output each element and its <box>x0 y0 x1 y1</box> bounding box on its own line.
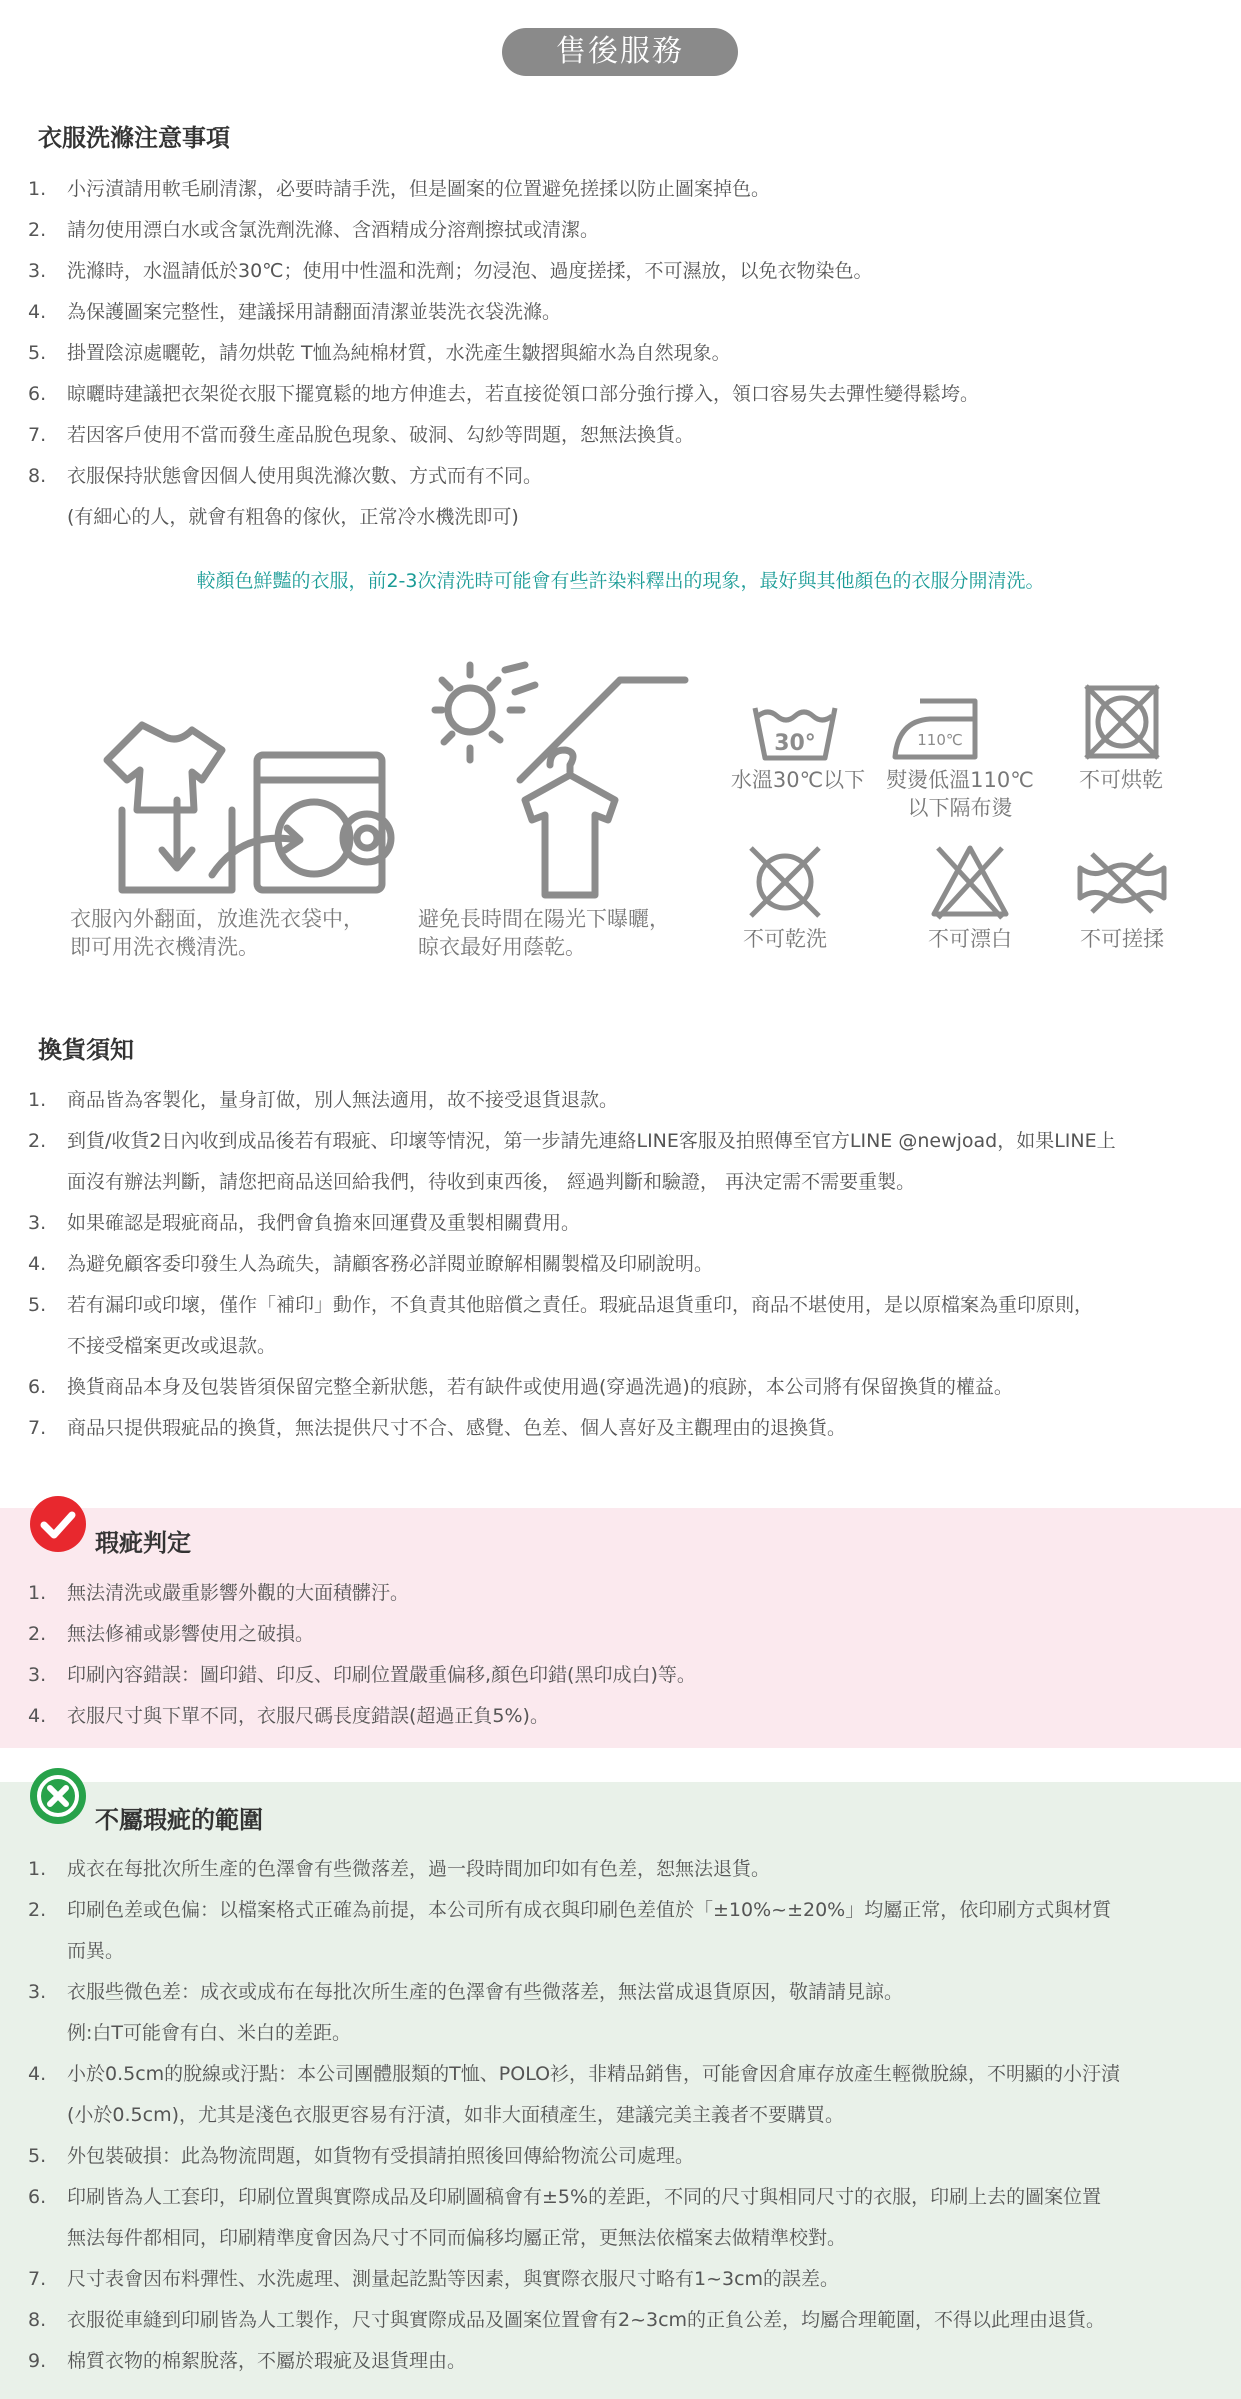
list-item <box>0 1655 1220 1696</box>
list-item-text: 晾曬時建議把衣架從衣服下擺寬鬆的地方伸進去，若直接從領口部分強行撐入，領口容易失去彈性變得鬆垮。 <box>67 383 980 405</box>
check-icon <box>30 1496 86 1552</box>
list-item <box>0 1203 1220 1244</box>
list-item-number: 2. <box>28 219 47 241</box>
list-item-number: 6. <box>28 1376 47 1398</box>
list-item-text: 例:白T可能會有白、米白的差距。 <box>67 2022 352 2044</box>
list-item <box>0 1121 1220 1203</box>
list-item-text: 印刷內容錯誤：圖印錯、印反、印刷位置嚴重偏移,顏色印錯(黑印成白)等。 <box>67 1664 696 1686</box>
list-item-text: 棉質衣物的棉絮脫落，不屬於瑕疵及退貨理由。 <box>67 2350 467 2372</box>
wash-bag-caption-line1: 衣服內外翻面，放進洗衣袋中， <box>70 907 364 931</box>
list-item-number: 7. <box>28 2268 47 2290</box>
list-item-text: 為保護圖案完整性，建議採用請翻面清潔並裝洗衣袋洗滌。 <box>67 301 562 323</box>
list-item <box>0 169 1220 210</box>
list-item-text: 外包裝破損：此為物流問題，如貨物有受損請拍照後回傳給物流公司處理。 <box>67 2145 695 2167</box>
list-item-text: 印刷皆為人工套印，印刷位置與實際成品及印刷圖稿會有±5%的差距，不同的尺寸與相同尺寸的衣服，印刷上去的圖案位置 <box>67 2186 1102 2208</box>
wash-bag-icon <box>82 700 402 900</box>
non-defect-heading: 不屬瑕疵的範圍 <box>95 1806 263 1834</box>
wash-30-icon <box>750 700 840 762</box>
list-item-text: 請勿使用漂白水或含氯洗劑洗滌、含酒精成分溶劑擦拭或清潔。 <box>67 219 600 241</box>
list-item <box>0 2259 1220 2300</box>
list-item <box>0 2341 1220 2382</box>
page-title: 售後服務 <box>502 28 738 76</box>
list-item-number: 8. <box>28 465 47 487</box>
dye-warning-note: 較顏色鮮豔的衣服，前2-3次清洗時可能會有些許染料釋出的現象，最好與其他顏色的衣服分開清洗。 <box>196 570 1045 592</box>
list-item-number: 7. <box>28 424 47 446</box>
list-item-number: 5. <box>28 2145 47 2167</box>
list-item <box>0 2054 1220 2136</box>
list-item-text: 尺寸表會因布料彈性、水洗處理、測量起訖點等因素，與實際衣服尺寸略有1~3cm的誤差。 <box>67 2268 840 2290</box>
list-item-text: 到貨/收貨2日內收到成品後若有瑕疵、印壞等情況，第一步請先連絡LINE客服及拍照傳至官方LINE @newjoad，如果LINE上 <box>67 1130 1116 1152</box>
list-item-number: 6. <box>28 383 47 405</box>
list-item-text: 商品只提供瑕疵品的換貨，無法提供尺寸不合、感覺、色差、個人喜好及主觀理由的退換貨。 <box>67 1417 847 1439</box>
list-item-number: 4. <box>28 1253 47 1275</box>
list-item <box>0 1285 1220 1367</box>
wash-bag-caption-line2: 即可用洗衣機清洗。 <box>70 935 259 959</box>
no-wring-icon <box>1072 848 1172 918</box>
no-bleach-icon <box>928 842 1012 922</box>
list-item <box>0 1367 1220 1408</box>
list-item <box>0 1080 1220 1121</box>
sun-caption-line1: 避免長時間在陽光下曝曬， <box>418 907 670 931</box>
list-item-number: 2. <box>28 1899 47 1921</box>
iron-label: 110℃ <box>917 731 963 749</box>
list-item-text: 若有漏印或印壞，僅作「補印」動作，不負責其他賠償之責任。瑕疵品退貨重印，商品不堪使用，是以原檔案為重印原則， <box>67 1294 1094 1316</box>
defect-list <box>0 1573 1220 1737</box>
exchange-heading: 換貨須知 <box>38 1036 134 1064</box>
list-item-text: 商品皆為客製化，量身訂做，別人無法適用，故不接受退貨退款。 <box>67 1089 619 1111</box>
list-item-text: 小污漬請用軟毛刷清潔，必要時請手洗，但是圖案的位置避免搓揉以防止圖案掉色。 <box>67 178 771 200</box>
no-tumble-dry-icon <box>1082 682 1162 762</box>
list-item <box>0 1972 1220 2054</box>
list-item-number: 3. <box>28 1664 47 1686</box>
list-item-number: 1. <box>28 1858 47 1880</box>
list-item-number: 2. <box>28 1623 47 1645</box>
list-item-number: 4. <box>28 301 47 323</box>
cross-badge <box>30 1768 86 1824</box>
list-item-text: (有細心的人，就會有粗魯的傢伙，正常冷水機洗即可) <box>67 506 519 528</box>
list-item-number: 6. <box>28 2186 47 2208</box>
list-item-number: 5. <box>28 1294 47 1316</box>
non-defect-list <box>0 1849 1220 2382</box>
exchange-list <box>0 1080 1220 1449</box>
list-item-text: 衣服些微色差：成衣或成布在每批次所生產的色澤會有些微落差，無法當成退貨原因，敬請請見諒。 <box>67 1981 904 2003</box>
list-item-text: 如果確認是瑕疵商品，我們會負擔來回運費及重製相關費用。 <box>67 1212 581 1234</box>
no-wring-caption: 不可搓揉 <box>1080 927 1164 951</box>
defect-heading: 瑕疵判定 <box>95 1529 191 1557</box>
list-item-text: 印刷色差或色偏：以檔案格式正確為前提，本公司所有成衣與印刷色差值於「±10%~±20%」均屬正常，依印刷方式與材質 <box>67 1899 1112 1921</box>
list-item <box>0 415 1220 456</box>
list-item <box>0 292 1220 333</box>
list-item-number: 1. <box>28 1089 47 1111</box>
list-item-text: 面沒有辦法判斷，請您把商品送回給我們，待收到東西後， 經過判斷和驗證， 再決定需不需要重製。 <box>67 1171 916 1193</box>
no-dry-clean-icon <box>745 842 825 922</box>
list-item-number: 7. <box>28 1417 47 1439</box>
list-item-text: 無法每件都相同，印刷精準度會因為尺寸不同而偏移均屬正常，更無法依檔案去做精準校對。 <box>67 2227 847 2249</box>
cross-icon <box>30 1768 86 1824</box>
list-item-number: 3. <box>28 1981 47 2003</box>
list-item <box>0 374 1220 415</box>
list-item-text: 衣服保持狀態會因個人使用與洗滌次數、方式而有不同。 <box>67 465 543 487</box>
list-item-number: 2. <box>28 1130 47 1152</box>
list-item-text: 若因客戶使用不當而發生產品脫色現象、破洞、勾紗等問題，恕無法換貨。 <box>67 424 695 446</box>
list-item-text: 換貨商品本身及包裝皆須保留完整全新狀態，若有缺件或使用過(穿過洗過)的痕跡，本公司將有保留換貨的權益。 <box>67 1376 1013 1398</box>
list-item-text: 而異。 <box>67 1940 125 1962</box>
list-item-number: 9. <box>28 2350 47 2372</box>
list-item <box>0 2177 1220 2259</box>
sun-caption <box>418 905 670 961</box>
list-item <box>0 1408 1220 1449</box>
list-item <box>0 1696 1220 1737</box>
list-item-text: 無法修補或影響使用之破損。 <box>67 1623 315 1645</box>
check-badge <box>30 1496 86 1552</box>
list-item <box>0 333 1220 374</box>
list-item-number: 1. <box>28 1582 47 1604</box>
list-item-text: 衣服從車縫到印刷皆為人工製作，尺寸與實際成品及圖案位置會有2~3cm的正負公差，均屬合理範圍，不得以此理由退貨。 <box>67 2309 1106 2331</box>
list-item <box>0 1244 1220 1285</box>
list-item-text: 成衣在每批次所生產的色澤會有些微落差，過一段時間加印如有色差，恕無法退貨。 <box>67 1858 771 1880</box>
no-tumble-caption: 不可烘乾 <box>1079 768 1163 792</box>
list-item <box>0 210 1220 251</box>
list-item-number: 1. <box>28 178 47 200</box>
care-list <box>0 169 1220 538</box>
list-item-number: 3. <box>28 260 47 282</box>
wash-bag-caption <box>70 905 364 961</box>
list-item <box>0 1614 1220 1655</box>
wash-30-caption: 水溫30℃以下 <box>730 768 866 792</box>
list-item-text: 洗滌時，水溫請低於30℃；使用中性溫和洗劑；勿浸泡、過度搓揉，不可濕放，以免衣物染色。 <box>67 260 873 282</box>
list-item-number: 3. <box>28 1212 47 1234</box>
iron-110-icon <box>890 695 990 763</box>
list-item-text: 不接受檔案更改或退款。 <box>67 1335 277 1357</box>
iron-caption-line2: 以下隔布燙 <box>907 796 1013 820</box>
no-dryclean-caption: 不可乾洗 <box>743 927 827 951</box>
list-item <box>0 456 1220 497</box>
care-heading: 衣服洗滌注意事項 <box>38 124 230 152</box>
wash-30-label: 30° <box>774 731 816 756</box>
list-item-text: 為避免顧客委印發生人為疏失，請顧客務必詳閱並瞭解相關製檔及印刷說明。 <box>67 1253 714 1275</box>
list-item-text: (小於0.5cm)，尤其是淺色衣服更容易有汙漬，如非大面積產生，建議完美主義者不要購買。 <box>67 2104 844 2126</box>
care-icons <box>60 640 1190 970</box>
list-item-number: 5. <box>28 342 47 364</box>
list-item <box>0 1573 1220 1614</box>
sun-caption-line2: 晾衣最好用蔭乾。 <box>418 935 586 959</box>
list-item-number: 4. <box>28 1705 47 1727</box>
list-item <box>0 1849 1220 1890</box>
no-bleach-caption: 不可漂白 <box>928 927 1012 951</box>
list-item-number: 4. <box>28 2063 47 2085</box>
list-item <box>0 2136 1220 2177</box>
list-item-text: 掛置陰涼處曬乾，請勿烘乾 T恤為純棉材質，水洗產生皺摺與縮水為自然現象。 <box>67 342 731 364</box>
iron-caption-line1: 熨燙低溫110℃ <box>886 768 1034 792</box>
list-item <box>0 251 1220 292</box>
iron-caption <box>880 766 1040 822</box>
list-item-number: 8. <box>28 2309 47 2331</box>
sun-shade-dry-icon <box>430 660 690 910</box>
list-item <box>0 497 1220 538</box>
list-item-text: 無法清洗或嚴重影響外觀的大面積髒汙。 <box>67 1582 410 1604</box>
list-item <box>0 2300 1220 2341</box>
list-item-text: 衣服尺寸與下單不同，衣服尺碼長度錯誤(超過正負5%)。 <box>67 1705 549 1727</box>
list-item-text: 小於0.5cm的脫線或汙點：本公司團體服類的T恤、POLO衫，非精品銷售，可能會因倉庫存放產生輕微脫線，不明顯的小汙漬 <box>67 2063 1121 2085</box>
list-item <box>0 1890 1220 1972</box>
